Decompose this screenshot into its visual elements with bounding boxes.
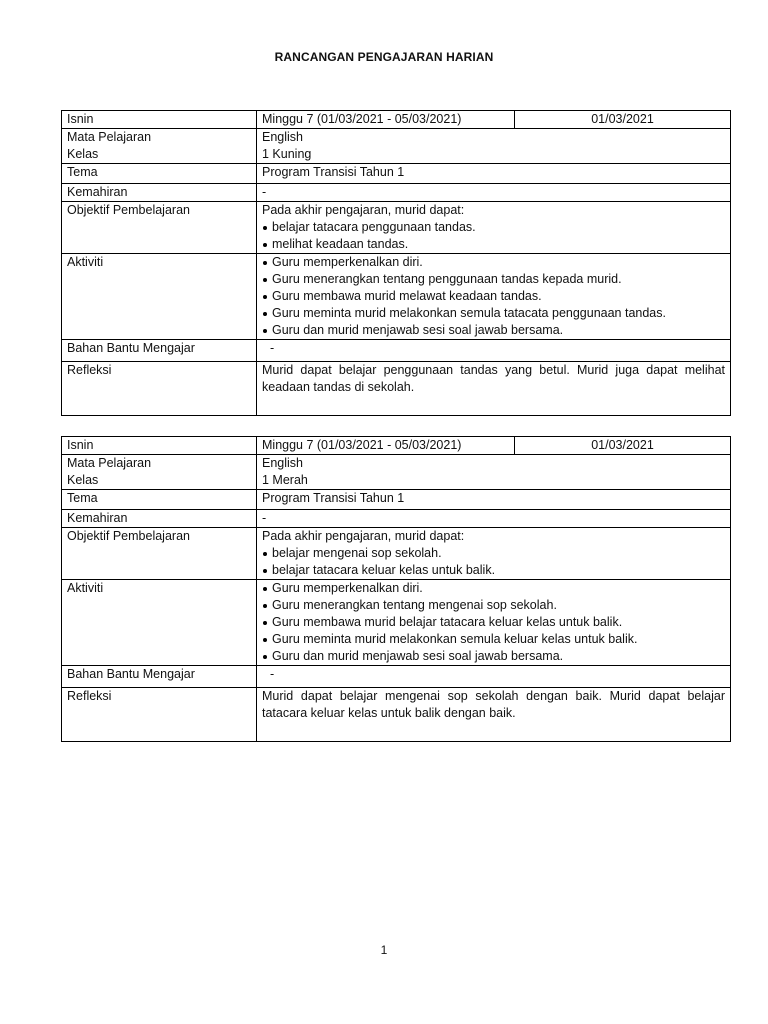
row-objective [62, 202, 731, 254]
activity-label: Aktiviti [62, 580, 257, 666]
skill-value: - [257, 184, 731, 202]
list-item: melihat keadaan tandas. [262, 236, 725, 253]
class-label: Kelas [67, 473, 99, 487]
date-value: 01/03/2021 [515, 437, 731, 455]
theme-value: Program Transisi Tahun 1 [257, 164, 731, 184]
subject-value: English [262, 456, 303, 470]
list-item: Guru meminta murid melakonkan semula keluar kelas untuk balik. [262, 631, 725, 648]
row-reflection [62, 688, 731, 742]
row-skill [62, 510, 731, 528]
row-skill [62, 184, 731, 202]
activity-label: Aktiviti [62, 254, 257, 340]
list-item: Guru memperkenalkan diri. [262, 580, 725, 597]
objective-list [262, 545, 725, 579]
row-reflection [62, 362, 731, 416]
class-value: 1 Merah [262, 473, 308, 487]
reflection-value: Murid dapat belajar mengenai sop sekolah dengan baik. Murid dapat belajar tatacara keluar kelas untuk balik dengan baik. [257, 688, 731, 742]
row-subject-class [62, 455, 731, 490]
theme-label: Tema [62, 490, 257, 510]
activity-list [262, 254, 725, 339]
list-item: Guru meminta murid melakonkan semula tatacata penggunaan tandas. [262, 305, 725, 322]
skill-value: - [257, 510, 731, 528]
class-label: Kelas [67, 147, 99, 161]
theme-value: Program Transisi Tahun 1 [257, 490, 731, 510]
day-label: Isnin [62, 437, 257, 455]
activity-list [262, 580, 725, 665]
reflection-label: Refleksi [62, 688, 257, 742]
list-item: Guru dan murid menjawab sesi soal jawab bersama. [262, 648, 725, 665]
objective-intro: Pada akhir pengajaran, murid dapat: [262, 529, 465, 543]
lesson-plan-table-2 [61, 436, 731, 742]
subject-label: Mata Pelajaran [67, 456, 152, 470]
reflection-label: Refleksi [62, 362, 257, 416]
row-materials [62, 666, 731, 688]
row-theme [62, 164, 731, 184]
skill-label: Kemahiran [62, 184, 257, 202]
list-item: Guru membawa murid belajar tatacara keluar kelas untuk balik. [262, 614, 725, 631]
row-activity [62, 254, 731, 340]
materials-value: - [257, 340, 731, 362]
row-materials [62, 340, 731, 362]
list-item: belajar mengenai sop sekolah. [262, 545, 725, 562]
materials-value: - [257, 666, 731, 688]
page-number: 1 [380, 943, 388, 957]
date-value: 01/03/2021 [515, 111, 731, 129]
lesson-plan-table-1 [61, 110, 731, 416]
list-item: Guru membawa murid melawat keadaan tandas. [262, 288, 725, 305]
row-day [62, 111, 731, 129]
list-item: belajar tatacara penggunaan tandas. [262, 219, 725, 236]
week-value: Minggu 7 (01/03/2021 - 05/03/2021) [257, 437, 515, 455]
objective-list [262, 219, 725, 253]
skill-label: Kemahiran [62, 510, 257, 528]
objective-label: Objektif Pembelajaran [62, 202, 257, 254]
reflection-value: Murid dapat belajar penggunaan tandas yang betul. Murid juga dapat melihat keadaan tandas di sekolah. [257, 362, 731, 416]
theme-label: Tema [62, 164, 257, 184]
list-item: Guru menerangkan tentang penggunaan tandas kepada murid. [262, 271, 725, 288]
objective-intro: Pada akhir pengajaran, murid dapat: [262, 203, 465, 217]
subject-label: Mata Pelajaran [67, 130, 152, 144]
row-objective [62, 528, 731, 580]
class-value: 1 Kuning [262, 147, 312, 161]
materials-label: Bahan Bantu Mengajar [62, 666, 257, 688]
row-activity [62, 580, 731, 666]
list-item: belajar tatacara keluar kelas untuk balik. [262, 562, 725, 579]
page-title: RANCANGAN PENGAJARAN HARIAN [274, 50, 494, 64]
row-theme [62, 490, 731, 510]
week-value: Minggu 7 (01/03/2021 - 05/03/2021) [257, 111, 515, 129]
list-item: Guru dan murid menjawab sesi soal jawab bersama. [262, 322, 725, 339]
list-item: Guru memperkenalkan diri. [262, 254, 725, 271]
day-label: Isnin [62, 111, 257, 129]
row-day [62, 437, 731, 455]
materials-label: Bahan Bantu Mengajar [62, 340, 257, 362]
list-item: Guru menerangkan tentang mengenai sop sekolah. [262, 597, 725, 614]
objective-label: Objektif Pembelajaran [62, 528, 257, 580]
subject-value: English [262, 130, 303, 144]
row-subject-class [62, 129, 731, 164]
